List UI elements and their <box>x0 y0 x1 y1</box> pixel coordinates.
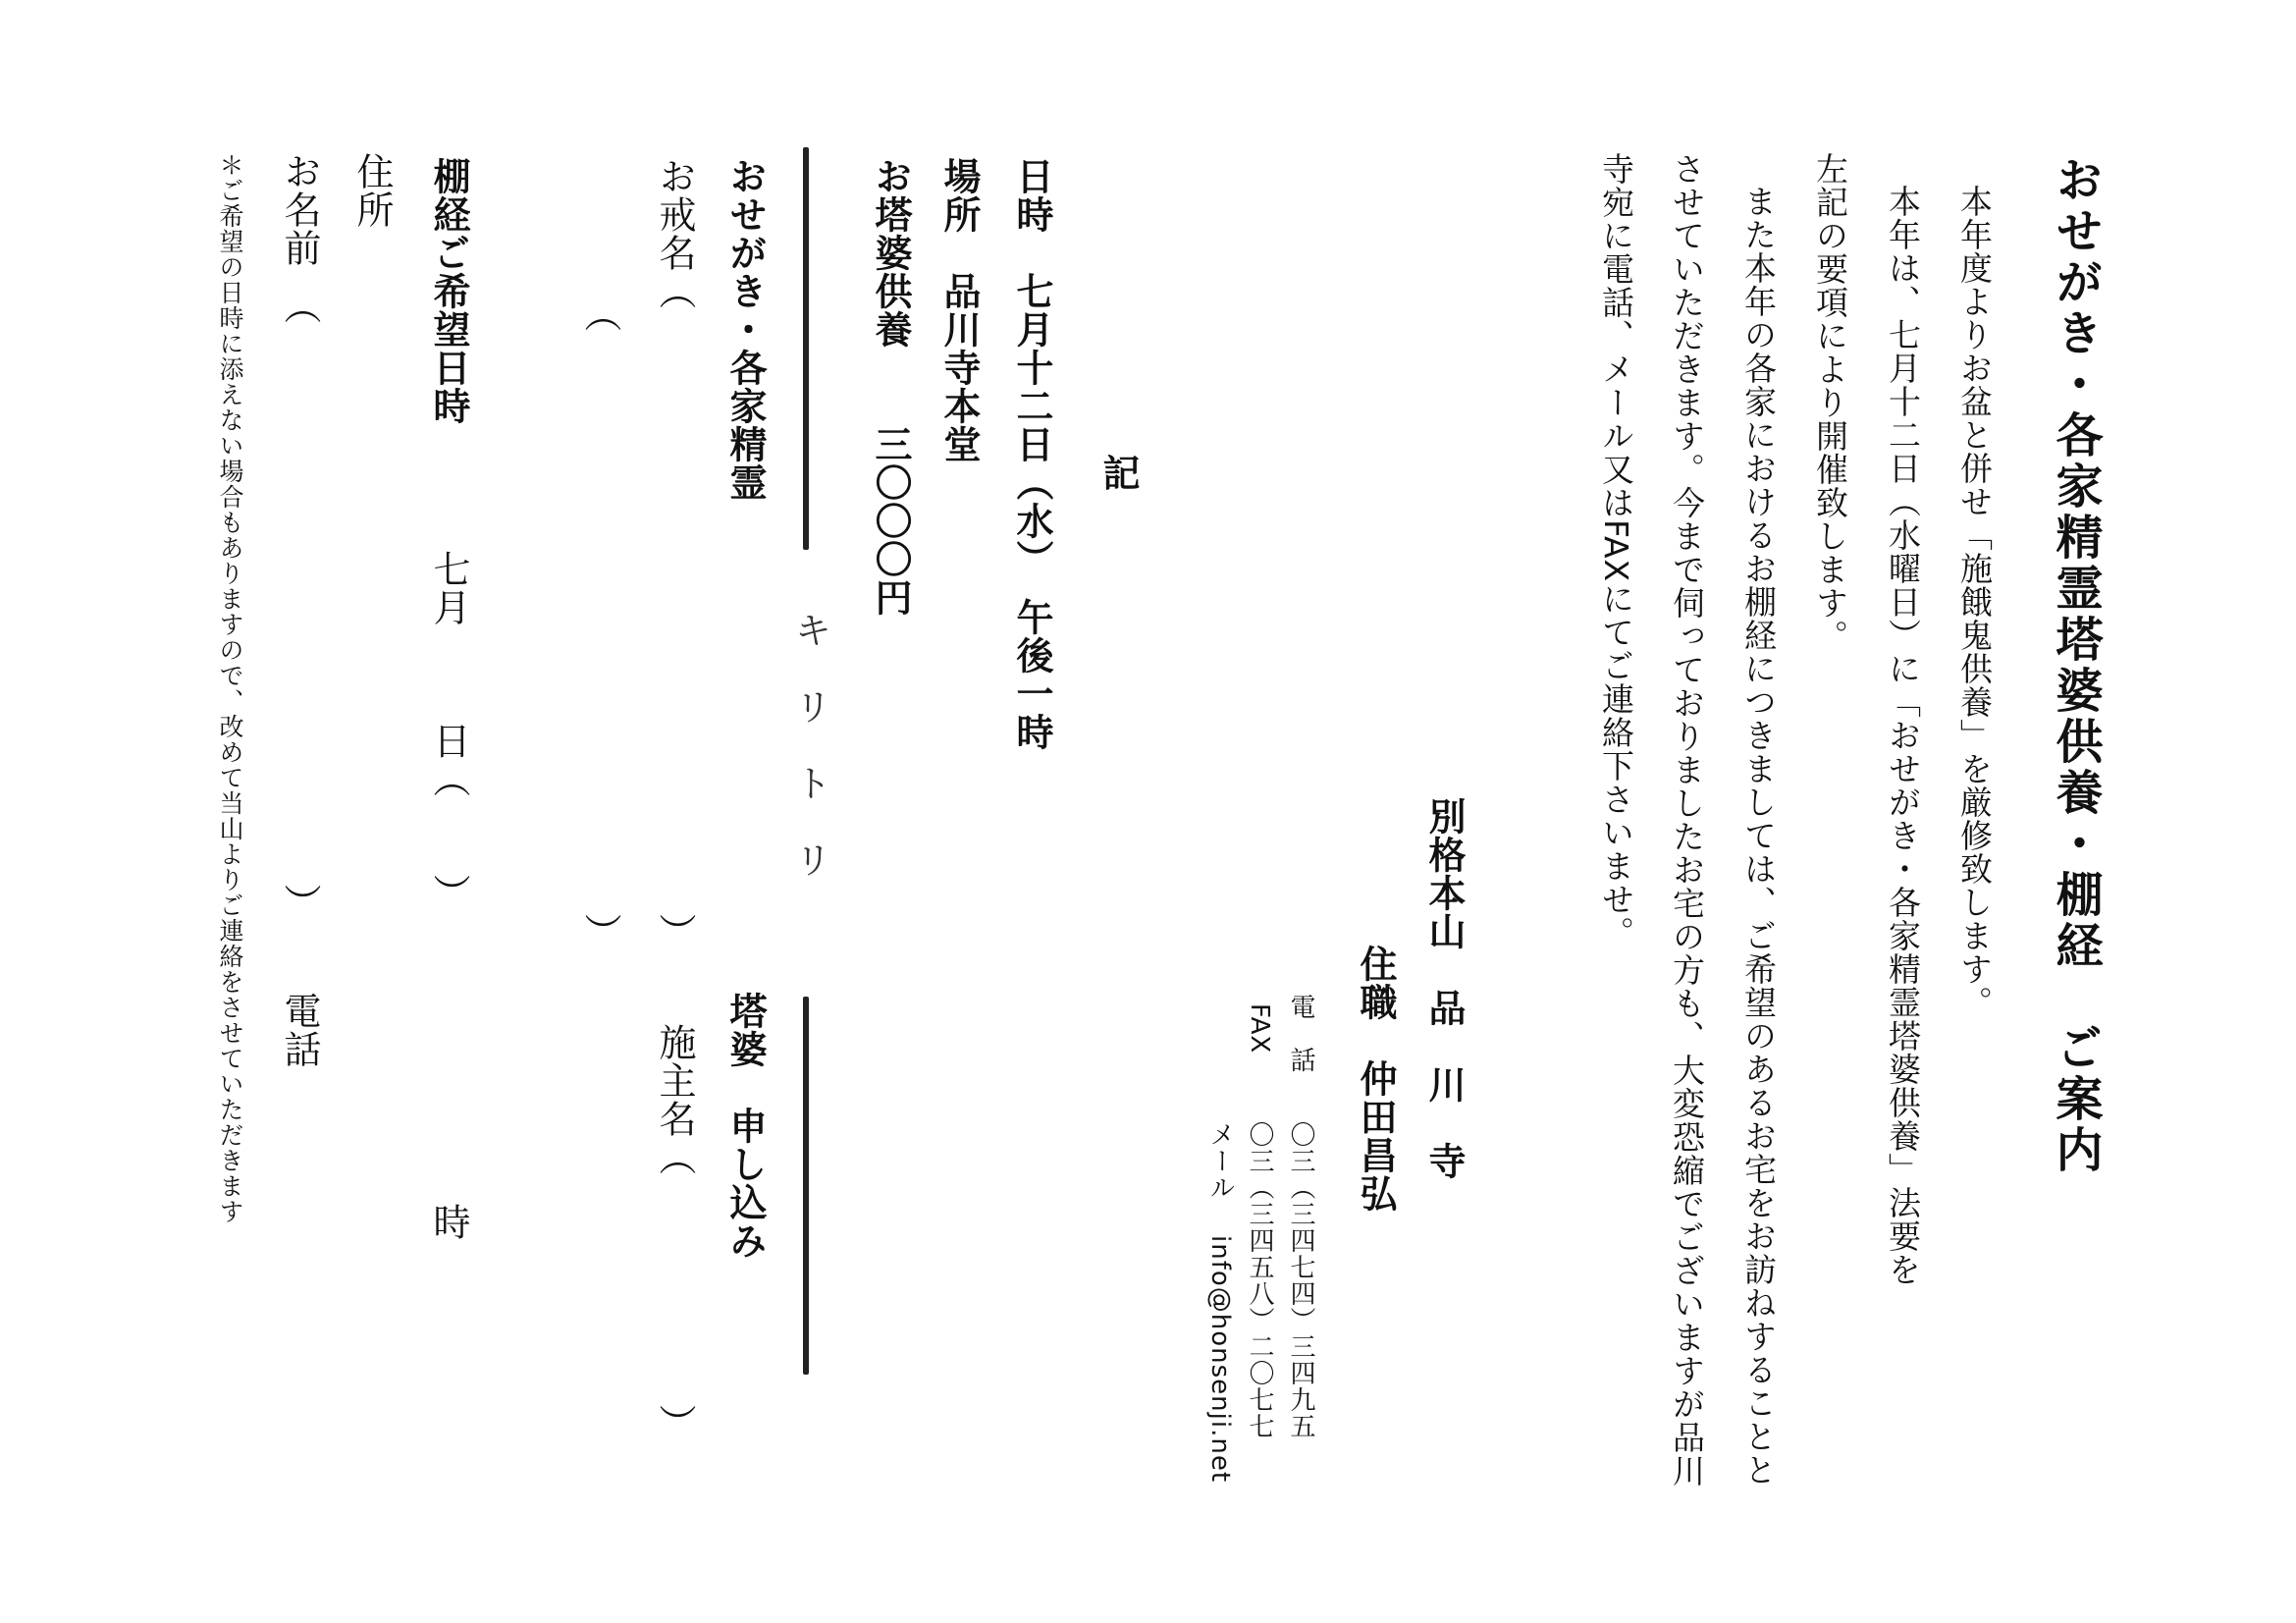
tanagyo-day: 日（ <box>427 722 470 798</box>
notice-paragraph-5: させていただきます。今まで伺っておりましたお宅の方も、大変恐縮でございますが品川 <box>1668 152 1706 1488</box>
cut-line-top <box>803 147 809 550</box>
temple-name: 別格本山 品 川 寺 <box>1422 797 1466 1180</box>
tanagyo-hour: 時 <box>427 1203 470 1241</box>
sesshu-label: 施主名（ <box>653 1023 696 1176</box>
temple-priest: 住職 仲田昌弘 <box>1354 945 1397 1213</box>
notice-title: おせがき・各家精霊塔婆供養・棚経 ご案内 <box>2048 155 2103 1176</box>
notice-paragraph-3: 左記の要項により開催致します。 <box>1811 152 1849 653</box>
notice-paragraph-2: 本年は、七月十二日（水曜日）に「おせがき・各家精霊塔婆供養」法要を <box>1884 185 1922 1286</box>
mail-label: メール <box>1205 1121 1235 1201</box>
tel-number: 〇三（三四七四）三四九五 <box>1286 1121 1315 1439</box>
fax-label: FAX <box>1245 1003 1274 1055</box>
name-close: ） <box>278 884 321 922</box>
detail-place: 場所 品川寺本堂 <box>937 157 981 463</box>
cut-line-bottom <box>803 997 809 1375</box>
ki-heading: 記 <box>1096 454 1140 492</box>
notice-paragraph-6: 寺宛に電話、メール又はFAXにてご連絡下さいませ。 <box>1597 152 1635 950</box>
form-note: ＊ご希望の日時に添えない場合もありますので、改めて当山よりご連絡をさせていただきます <box>216 152 244 1224</box>
kaimyo-label: お戒名（ <box>653 157 696 310</box>
name-label: お名前 （ <box>278 152 321 325</box>
fax-number: 〇三（三四五八）二〇七七 <box>1245 1121 1274 1439</box>
form-osegaki-title: おせがき・各家精霊 <box>723 157 767 502</box>
notice-paragraph-1: 本年度よりお盆と併せ「施餓鬼供養」を厳修致します。 <box>1955 185 1994 1019</box>
tanagyo-month: 七月 <box>427 550 470 626</box>
sesshu-close: ） <box>653 1404 696 1442</box>
notice-paragraph-4: また本年の各家におけるお棚経につきましては、ご希望のあるお宅をお訪ねすることと <box>1739 185 1778 1487</box>
detail-fee: お塔婆供養 三〇〇〇円 <box>869 157 912 617</box>
cut-label: キ リ ト リ <box>788 611 831 879</box>
kaimyo-close: ） <box>653 913 696 951</box>
detail-datetime: 日時 七月十二日（水） 午後一時 <box>1010 157 1053 751</box>
kaimyo-close-2: ） <box>578 913 621 951</box>
tel-label: 電 話 <box>1286 994 1315 1073</box>
mail-address: info@honsenji.net <box>1205 1235 1235 1484</box>
tanagyo-title: 棚経ご希望日時 <box>427 157 470 425</box>
tanagyo-day-close: ） <box>427 874 470 912</box>
kaimyo-open-2: （ <box>578 295 621 333</box>
phone-label: 電話 <box>278 992 321 1068</box>
form-toba-title: 塔婆 申し込み <box>723 992 767 1260</box>
address-label: 住所 <box>350 152 394 229</box>
